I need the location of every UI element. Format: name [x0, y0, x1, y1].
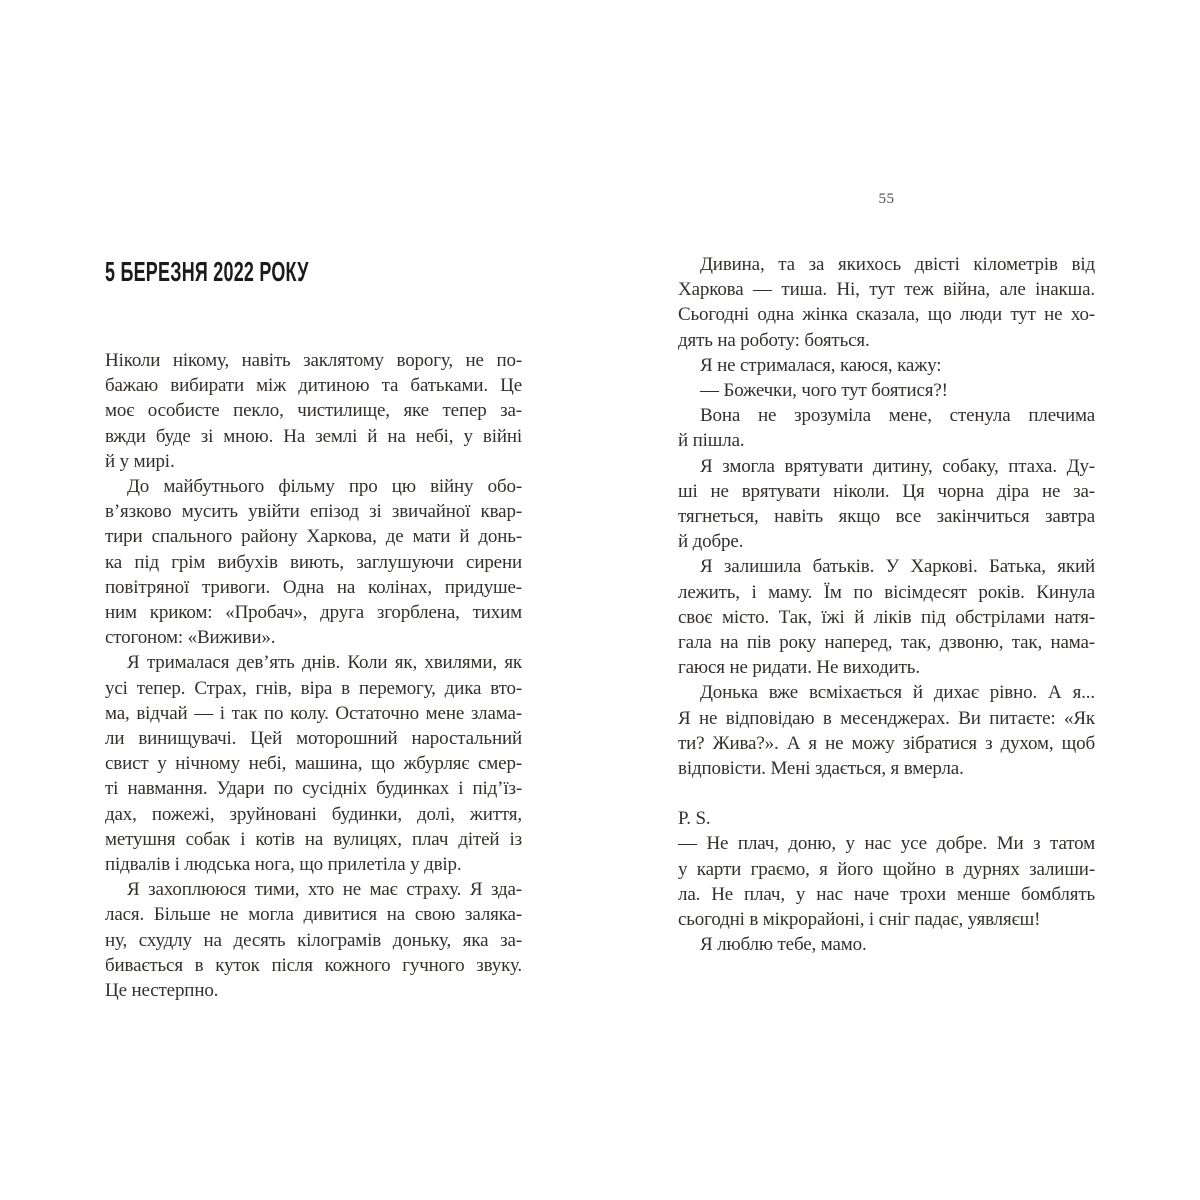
text-line: Дивина, та за якихось двісті кілометрів від: [700, 254, 1095, 275]
chapter-heading-text: 5 БЕРЕЗНЯ 2022 РОКУ: [105, 256, 309, 287]
text-line: вжди буде зі мною. На землі й на небі, у війні: [105, 425, 522, 447]
text-line: Вона не зрозуміла мене, стенула плечима: [700, 405, 1095, 427]
text-line: моє особисте пекло, чистилище, яке тепер за-: [105, 400, 522, 422]
text-line: Я змогла врятувати дитину, собаку, птаха. Ду-: [700, 455, 1095, 477]
text-line: гала на пів року наперед, так, дзвоню, так, нама-: [678, 632, 1095, 654]
text-line: Я люблю тебе, мамо.: [700, 934, 867, 956]
text-line: ті навмання. Удари по сусідніх будинках і під’їз-: [105, 778, 522, 800]
text-line: — Не плач, доню, у нас усе добре. Ми з татом: [678, 833, 1095, 855]
paragraph: [678, 932, 1095, 957]
text-line: дах, пожежі, зруйновані будинки, долі, життя,: [105, 803, 522, 825]
text-line: Ніколи нікому, навіть заклятому ворогу, не по-: [105, 350, 522, 371]
text-line: Я не стрималася, каюся, кажу:: [700, 354, 942, 376]
text-line: ли винищувачі. Цей моторошний наростальний: [105, 728, 522, 750]
text-line: ла. Не плач, у нас наче трохи менше бомблять: [678, 883, 1095, 905]
paragraph: [105, 877, 522, 1003]
chapter-heading: [105, 258, 522, 286]
text-line: бажаю вибирати між дитиною та батьками. Це: [105, 375, 522, 397]
text-line: Я трималася дев’ять днів. Коли як, хвилями, як: [127, 652, 522, 674]
text-line: ним криком: «Пробач», друга згорблена, тихим: [105, 602, 522, 624]
text-line: сьогодні в мікрорайоні, і сніг падає, уявляєш!: [678, 909, 1041, 931]
text-line: свист у нічному небі, машина, що жбурляє смер-: [105, 753, 522, 775]
text-line: відповісти. Мені здається, я вмерла.: [678, 758, 964, 780]
right-page: [678, 190, 1095, 957]
text-line: ну, схудлу на десять кілограмів доньку, яка за-: [105, 929, 522, 951]
text-line: Харкова — тиша. Ні, тут теж війна, але інакша.: [678, 279, 1095, 301]
text-line: До майбутнього фільму про цю війну обо-: [127, 476, 522, 498]
paragraph: [678, 353, 1095, 378]
text-line: лася. Більше не могла дивитися на свою заляка-: [105, 904, 522, 926]
paragraph: [678, 403, 1095, 453]
paragraph: [678, 680, 1095, 781]
text-line: Я захоплююся тими, хто не має страху. Я зда-: [127, 879, 522, 901]
text-line: тягнеться, навіть якщо все закінчиться завтра: [678, 506, 1095, 528]
paragraph: [678, 378, 1095, 403]
text-line: у карти граємо, я його щойно в дурнях залиши-: [678, 858, 1095, 880]
text-line: ма, відчай — і так по колу. Остаточно мене злама-: [105, 702, 522, 724]
text-line: бивається в куток після кожного гучного звуку.: [105, 954, 522, 976]
text-line: усі тепер. Страх, гнів, віра в перемогу, дика вто-: [105, 677, 522, 699]
text-line: й пішла.: [678, 430, 745, 452]
paragraph: [105, 650, 522, 877]
text-line: своє місто. Так, їжі й ліків під обстрілами натя-: [678, 606, 1095, 628]
text-line: — Божечки, чого тут боятися?!: [700, 380, 948, 402]
text-line: тири спального району Харкова, де мати й донь-: [105, 526, 522, 548]
paragraph: [678, 806, 1095, 831]
paragraph: [105, 474, 522, 650]
text-line: гаюся не ридати. Не виходить.: [678, 657, 920, 679]
left-page: [105, 258, 522, 1003]
text-line: Я залишила батьків. У Харкові. Батька, який: [700, 556, 1095, 578]
text-line: й у мирі.: [105, 450, 175, 472]
paragraph: [678, 554, 1095, 680]
paragraph: [105, 348, 522, 474]
text-line: P. S.: [678, 808, 711, 830]
text-line: підвалів і людська нога, що прилетіла у двір.: [105, 854, 462, 876]
text-line: дять на роботу: бояться.: [678, 329, 870, 351]
paragraph: [678, 252, 1095, 353]
text-line: ші не врятувати ніколи. Ця чорна діра не за-: [678, 480, 1095, 502]
right-page-text: [678, 252, 1095, 957]
text-line: Я не відповідаю в месенджерах. Ви питаєте: «Як: [678, 707, 1095, 729]
text-line: в’язково мусить увійти епізод зі звичайної квар-: [105, 501, 522, 523]
page-number: 55: [878, 191, 895, 207]
paragraph: [678, 454, 1095, 555]
text-line: ка під грім вибухів виють, заглушуючи сирени: [105, 551, 522, 573]
text-line: лежить, і маму. Їм по вісімдесят років. Кинула: [678, 581, 1095, 603]
text-line: й добре.: [678, 531, 744, 553]
text-line: Сьогодні одна жінка сказала, що люди тут не хо-: [678, 304, 1095, 326]
text-line: Це нестерпно.: [105, 980, 219, 1002]
paragraph: [678, 831, 1095, 932]
text-line: ти? Жива?». А я не можу зібратися з духом, щоб: [678, 732, 1095, 754]
left-page-text: [105, 348, 522, 1003]
text-line: стогоном: «Виживи».: [105, 627, 276, 649]
text-line: повітряної тривоги. Одна на колінах, придуше-: [105, 576, 522, 598]
text-line: метушня собак і котів на вулицях, плач дітей із: [105, 828, 522, 850]
text-line: Донька вже всміхається й дихає рівно. А я...: [700, 682, 1095, 704]
